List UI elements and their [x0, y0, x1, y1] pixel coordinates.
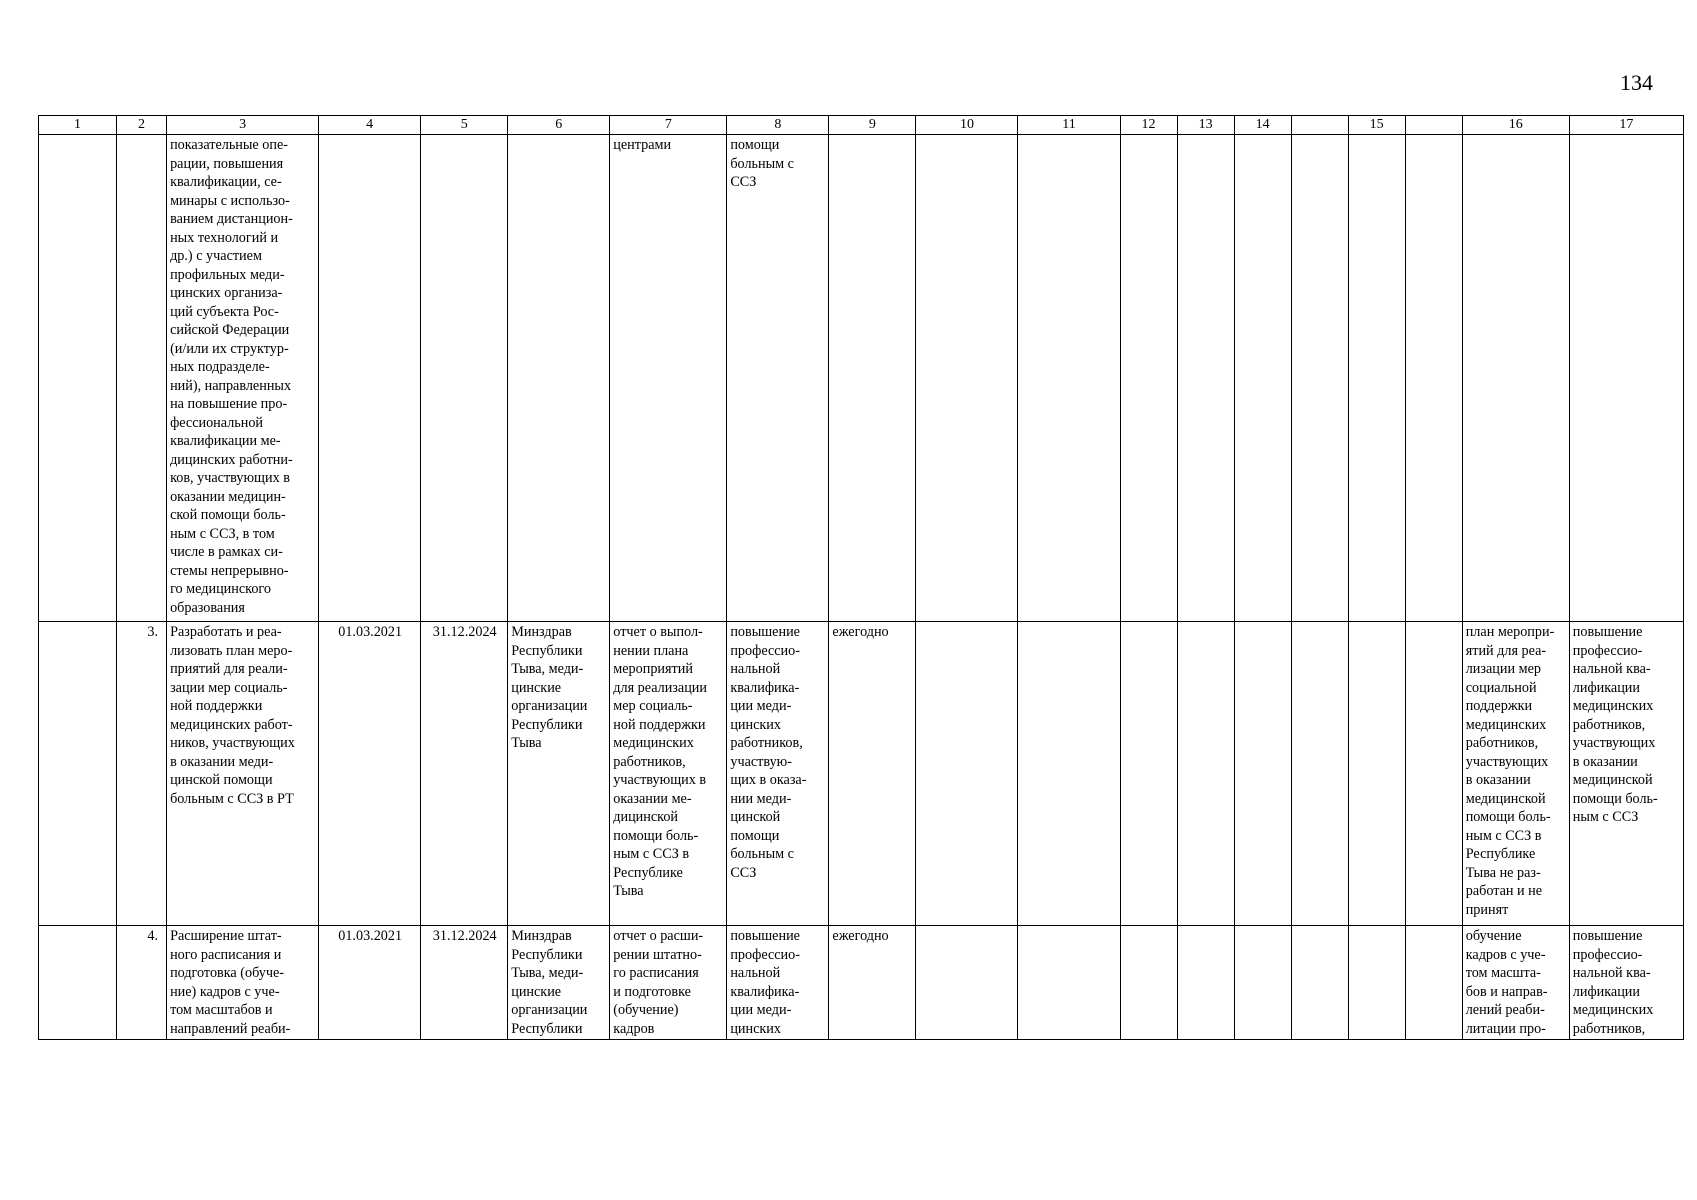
table-cell: [916, 926, 1018, 1040]
column-number: [1405, 116, 1462, 135]
activity-description: Разработать и реа- лизовать план меро- приятий для реали- зации мер социаль- ной поддержки медицинских работ- ников, участвующих в оказании меди- цинской помощи больным с ССЗ в РТ: [167, 622, 319, 926]
table-cell: [1291, 926, 1348, 1040]
row-number: 3.: [117, 622, 167, 926]
risk-consequence: [1569, 135, 1683, 622]
risk-consequence: повышение профессио- нальной ква- лификации медицинских работников,: [1569, 926, 1683, 1040]
end-date: [421, 135, 508, 622]
result-description: отчет о расши- рении штатно- го расписания и подготовке (обучение) кадров: [610, 926, 727, 1040]
expected-effect: помощи больным с ССЗ: [727, 135, 829, 622]
table-cell: [916, 622, 1018, 926]
table-cell: [1405, 135, 1462, 622]
table-cell: [1018, 135, 1120, 622]
page-number: 134: [1620, 70, 1653, 95]
risk-description: [1462, 135, 1569, 622]
activity-description: Расширение штат- ного расписания и подготовка (обуче- ние) кадров с уче- том масштабов и направлений реаби-: [167, 926, 319, 1040]
risk-description: обучение кадров с уче- том масшта- бов и направ- лений реаби- литации про-: [1462, 926, 1569, 1040]
table-cell: [1018, 622, 1120, 926]
table-cell: [1234, 926, 1291, 1040]
table-cell: [1177, 135, 1234, 622]
responsible-party: Минздрав Республики Тыва, меди- цинские организации Республики Тыва: [508, 622, 610, 926]
table-cell: [1348, 135, 1405, 622]
end-date: 31.12.2024: [421, 926, 508, 1040]
column-number: 12: [1120, 116, 1177, 135]
table-cell: [1018, 926, 1120, 1040]
table-cell: [1177, 622, 1234, 926]
table-cell: [1348, 622, 1405, 926]
result-description: центрами: [610, 135, 727, 622]
table-cell: [916, 135, 1018, 622]
expected-effect: повышение профессио- нальной квалифика- ции меди- цинских работников, участвую- щих в оказа- нии меди- цинской помощи больным с ССЗ: [727, 622, 829, 926]
column-number: 7: [610, 116, 727, 135]
table-cell: [1120, 135, 1177, 622]
column-number: 8: [727, 116, 829, 135]
column-number: 11: [1018, 116, 1120, 135]
table-cell: [1405, 622, 1462, 926]
table-cell: [1120, 622, 1177, 926]
column-number: 14: [1234, 116, 1291, 135]
frequency: ежегодно: [829, 622, 916, 926]
table-cell: [1291, 135, 1348, 622]
end-date: 31.12.2024: [421, 622, 508, 926]
column-number: 2: [117, 116, 167, 135]
table-cell: [1291, 622, 1348, 926]
table-cell: [39, 135, 117, 622]
risk-consequence: повышение профессио- нальной ква- лификации медицинских работников, участвующих в оказании медицинской помощи боль- ным с ССЗ: [1569, 622, 1683, 926]
column-number: 17: [1569, 116, 1683, 135]
responsible-party: [508, 135, 610, 622]
column-number: 16: [1462, 116, 1569, 135]
start-date: 01.03.2021: [319, 622, 421, 926]
row-number: [117, 135, 167, 622]
column-number: 3: [167, 116, 319, 135]
column-number: [1291, 116, 1348, 135]
table-cell: [1405, 926, 1462, 1040]
expected-effect: повышение профессио- нальной квалифика- ции меди- цинских: [727, 926, 829, 1040]
activity-plan-table: [38, 115, 1684, 1040]
table-row: [39, 135, 1684, 622]
table-cell: [1177, 926, 1234, 1040]
responsible-party: Минздрав Республики Тыва, меди- цинские организации Республики: [508, 926, 610, 1040]
result-description: отчет о выпол- нении плана мероприятий для реализации мер социаль- ной поддержки медицинских работников, участвующих в оказании ме- дицинской помощи боль- ным с ССЗ в Республике Тыва: [610, 622, 727, 926]
table-cell: [1234, 135, 1291, 622]
table-row: [39, 622, 1684, 926]
table-cell: [39, 926, 117, 1040]
column-number: 15: [1348, 116, 1405, 135]
table-cell: [1120, 926, 1177, 1040]
column-number: 10: [916, 116, 1018, 135]
table-cell: [1348, 926, 1405, 1040]
row-number: 4.: [117, 926, 167, 1040]
column-number: 6: [508, 116, 610, 135]
column-number: 1: [39, 116, 117, 135]
risk-description: план меропри- ятий для реа- лизации мер социальной поддержки медицинских работников, участвующих в оказании медицинской помощи боль- ным с ССЗ в Республике Тыва не раз- работан и не принят: [1462, 622, 1569, 926]
table-cell: [1234, 622, 1291, 926]
table-cell: [39, 622, 117, 926]
column-number-row: [39, 116, 1684, 135]
column-number: 5: [421, 116, 508, 135]
column-number: 4: [319, 116, 421, 135]
frequency: ежегодно: [829, 926, 916, 1040]
table-row: [39, 926, 1684, 1040]
column-number: 13: [1177, 116, 1234, 135]
start-date: [319, 135, 421, 622]
start-date: 01.03.2021: [319, 926, 421, 1040]
activity-description: показательные опе- рации, повышения квалификации, се- минары с использо- ванием дистанцион- ных технологий и др.) с участием профильных меди- цинских организа- ций субъекта Рос- сийской Федерации (и/или их структур- ных подразделе- ний), направленных на повышение про- фессиональной квалификации ме- дицинских работни- ков, участвующих в оказании медицин- ской помощи боль- ным с ССЗ, в том числе в рамках си- стемы непрерывно- го медицинского образования: [167, 135, 319, 622]
frequency: [829, 135, 916, 622]
column-number: 9: [829, 116, 916, 135]
